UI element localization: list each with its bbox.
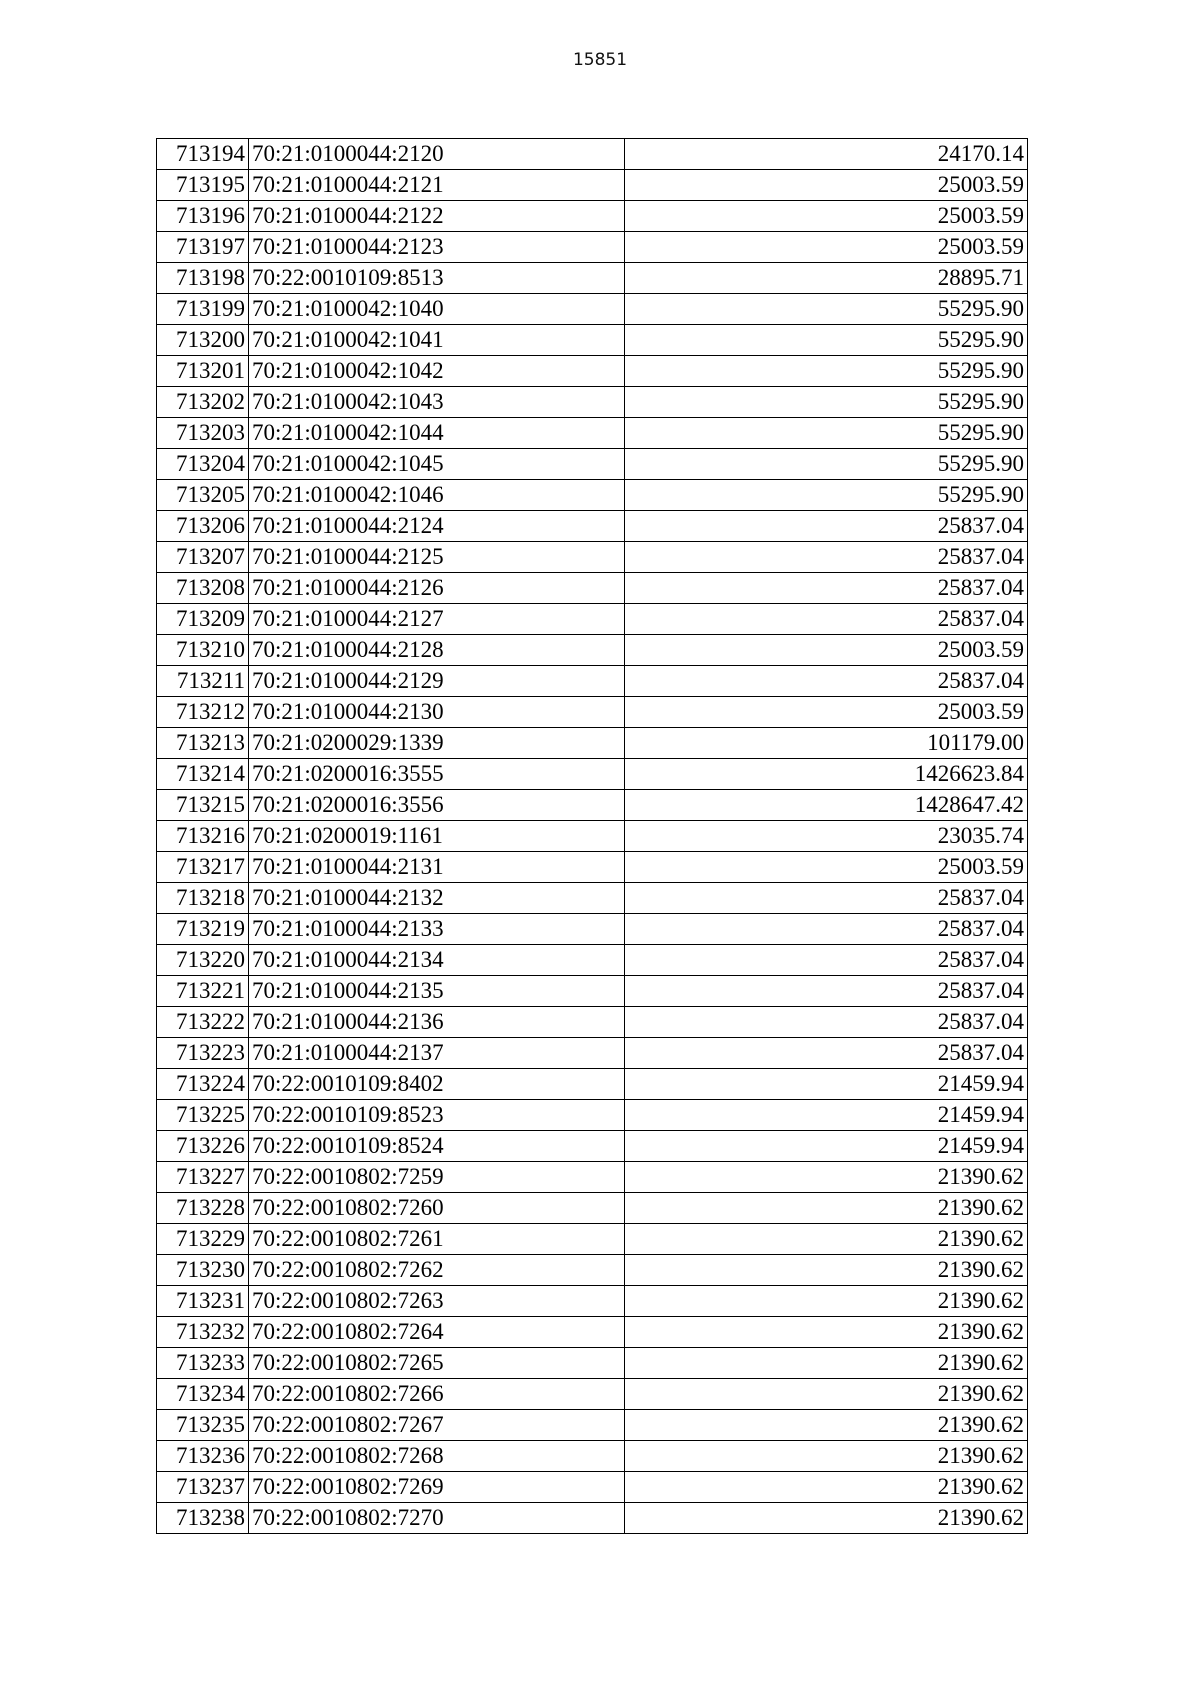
cadastral-number-cell: 70:21:0100044:2128 (249, 635, 625, 666)
cadastral-value-cell: 25003.59 (625, 170, 1028, 201)
cadastral-number-cell: 70:22:0010802:7270 (249, 1503, 625, 1534)
row-number-cell: 713230 (157, 1255, 249, 1286)
row-number-cell: 713200 (157, 325, 249, 356)
cadastral-value-cell: 25837.04 (625, 1038, 1028, 1069)
cadastral-number-cell: 70:21:0100042:1042 (249, 356, 625, 387)
table-row (157, 449, 1028, 480)
cadastral-number-cell: 70:21:0200019:1161 (249, 821, 625, 852)
row-number-cell: 713202 (157, 387, 249, 418)
cadastral-value-cell: 25003.59 (625, 201, 1028, 232)
table-row (157, 511, 1028, 542)
cadastral-value-cell: 25003.59 (625, 635, 1028, 666)
cadastral-number-cell: 70:22:0010802:7266 (249, 1379, 625, 1410)
table-row (157, 387, 1028, 418)
table-row (157, 1379, 1028, 1410)
table-row (157, 1162, 1028, 1193)
row-number-cell: 713219 (157, 914, 249, 945)
cadastral-value-cell: 25837.04 (625, 604, 1028, 635)
cadastral-number-cell: 70:21:0200029:1339 (249, 728, 625, 759)
table-row (157, 852, 1028, 883)
cadastral-number-cell: 70:22:0010802:7265 (249, 1348, 625, 1379)
row-number-cell: 713218 (157, 883, 249, 914)
table-row (157, 573, 1028, 604)
row-number-cell: 713221 (157, 976, 249, 1007)
cadastral-value-cell: 55295.90 (625, 387, 1028, 418)
cadastral-value-cell: 55295.90 (625, 418, 1028, 449)
cadastral-value-cell: 25837.04 (625, 883, 1028, 914)
cadastral-number-cell: 70:21:0100044:2120 (249, 139, 625, 170)
row-number-cell: 713216 (157, 821, 249, 852)
cadastral-value-cell: 25837.04 (625, 1007, 1028, 1038)
cadastral-value-table (156, 138, 1028, 1534)
cadastral-value-cell: 25003.59 (625, 697, 1028, 728)
cadastral-number-cell: 70:21:0200016:3556 (249, 790, 625, 821)
cadastral-value-cell: 25837.04 (625, 914, 1028, 945)
row-number-cell: 713237 (157, 1472, 249, 1503)
table-row (157, 325, 1028, 356)
cadastral-number-cell: 70:21:0100042:1041 (249, 325, 625, 356)
table-row (157, 1038, 1028, 1069)
row-number-cell: 713197 (157, 232, 249, 263)
cadastral-number-cell: 70:21:0100044:2122 (249, 201, 625, 232)
table-row (157, 976, 1028, 1007)
table-row (157, 914, 1028, 945)
row-number-cell: 713223 (157, 1038, 249, 1069)
table-row (157, 1503, 1028, 1534)
cadastral-value-cell: 21390.62 (625, 1348, 1028, 1379)
cadastral-number-cell: 70:21:0100044:2129 (249, 666, 625, 697)
cadastral-number-cell: 70:22:0010802:7262 (249, 1255, 625, 1286)
cadastral-value-cell: 55295.90 (625, 480, 1028, 511)
cadastral-number-cell: 70:22:0010802:7261 (249, 1224, 625, 1255)
row-number-cell: 713238 (157, 1503, 249, 1534)
table-row (157, 1348, 1028, 1379)
cadastral-value-cell: 25837.04 (625, 542, 1028, 573)
cadastral-number-cell: 70:21:0100044:2125 (249, 542, 625, 573)
row-number-cell: 713231 (157, 1286, 249, 1317)
cadastral-value-cell: 21459.94 (625, 1069, 1028, 1100)
cadastral-number-cell: 70:22:0010109:8402 (249, 1069, 625, 1100)
cadastral-number-cell: 70:21:0100042:1045 (249, 449, 625, 480)
cadastral-number-cell: 70:22:0010802:7267 (249, 1410, 625, 1441)
cadastral-value-cell: 21390.62 (625, 1472, 1028, 1503)
cadastral-number-cell: 70:21:0100042:1046 (249, 480, 625, 511)
row-number-cell: 713194 (157, 139, 249, 170)
cadastral-number-cell: 70:21:0100044:2137 (249, 1038, 625, 1069)
cadastral-value-cell: 55295.90 (625, 449, 1028, 480)
row-number-cell: 713232 (157, 1317, 249, 1348)
table-row (157, 1286, 1028, 1317)
table-row (157, 1131, 1028, 1162)
cadastral-value-cell: 23035.74 (625, 821, 1028, 852)
cadastral-value-cell: 21390.62 (625, 1503, 1028, 1534)
table-row (157, 666, 1028, 697)
cadastral-value-cell: 1428647.42 (625, 790, 1028, 821)
table-row (157, 790, 1028, 821)
table-row (157, 356, 1028, 387)
cadastral-number-cell: 70:21:0200016:3555 (249, 759, 625, 790)
cadastral-value-cell: 21459.94 (625, 1100, 1028, 1131)
table-body (157, 139, 1028, 1534)
row-number-cell: 713210 (157, 635, 249, 666)
row-number-cell: 713211 (157, 666, 249, 697)
row-number-cell: 713215 (157, 790, 249, 821)
row-number-cell: 713217 (157, 852, 249, 883)
cadastral-number-cell: 70:22:0010802:7260 (249, 1193, 625, 1224)
row-number-cell: 713222 (157, 1007, 249, 1038)
cadastral-value-cell: 21390.62 (625, 1441, 1028, 1472)
cadastral-number-cell: 70:22:0010109:8513 (249, 263, 625, 294)
row-number-cell: 713225 (157, 1100, 249, 1131)
table-row (157, 1007, 1028, 1038)
table-row (157, 1193, 1028, 1224)
cadastral-number-cell: 70:22:0010109:8524 (249, 1131, 625, 1162)
cadastral-number-cell: 70:21:0100044:2127 (249, 604, 625, 635)
row-number-cell: 713208 (157, 573, 249, 604)
cadastral-value-cell: 21390.62 (625, 1224, 1028, 1255)
row-number-cell: 713220 (157, 945, 249, 976)
row-number-cell: 713195 (157, 170, 249, 201)
cadastral-number-cell: 70:21:0100044:2135 (249, 976, 625, 1007)
cadastral-value-cell: 28895.71 (625, 263, 1028, 294)
cadastral-value-cell: 1426623.84 (625, 759, 1028, 790)
table-row (157, 542, 1028, 573)
row-number-cell: 713227 (157, 1162, 249, 1193)
cadastral-number-cell: 70:21:0100044:2126 (249, 573, 625, 604)
cadastral-number-cell: 70:21:0100044:2130 (249, 697, 625, 728)
cadastral-value-cell: 55295.90 (625, 294, 1028, 325)
table-row (157, 232, 1028, 263)
cadastral-number-cell: 70:21:0100044:2132 (249, 883, 625, 914)
cadastral-value-cell: 25837.04 (625, 666, 1028, 697)
cadastral-value-cell: 21390.62 (625, 1193, 1028, 1224)
cadastral-value-cell: 21390.62 (625, 1317, 1028, 1348)
cadastral-value-cell: 25837.04 (625, 976, 1028, 1007)
row-number-cell: 713205 (157, 480, 249, 511)
page-number: 15851 (572, 50, 628, 70)
cadastral-number-cell: 70:21:0100044:2133 (249, 914, 625, 945)
cadastral-number-cell: 70:22:0010802:7269 (249, 1472, 625, 1503)
cadastral-value-cell: 21390.62 (625, 1286, 1028, 1317)
cadastral-number-cell: 70:21:0100044:2123 (249, 232, 625, 263)
row-number-cell: 713201 (157, 356, 249, 387)
cadastral-value-cell: 25003.59 (625, 232, 1028, 263)
row-number-cell: 713234 (157, 1379, 249, 1410)
cadastral-number-cell: 70:21:0100042:1044 (249, 418, 625, 449)
cadastral-value-cell: 55295.90 (625, 356, 1028, 387)
table-row (157, 139, 1028, 170)
table-row (157, 294, 1028, 325)
table-row (157, 1100, 1028, 1131)
cadastral-value-cell: 25003.59 (625, 852, 1028, 883)
row-number-cell: 713203 (157, 418, 249, 449)
cadastral-value-cell: 25837.04 (625, 573, 1028, 604)
cadastral-number-cell: 70:21:0100044:2136 (249, 1007, 625, 1038)
cadastral-value-cell: 21390.62 (625, 1379, 1028, 1410)
table-row (157, 945, 1028, 976)
table-row (157, 1441, 1028, 1472)
cadastral-value-cell: 55295.90 (625, 325, 1028, 356)
cadastral-value-cell: 21390.62 (625, 1410, 1028, 1441)
cadastral-value-cell: 21390.62 (625, 1162, 1028, 1193)
row-number-cell: 713213 (157, 728, 249, 759)
cadastral-number-cell: 70:22:0010802:7259 (249, 1162, 625, 1193)
table-row (157, 201, 1028, 232)
cadastral-number-cell: 70:22:0010802:7264 (249, 1317, 625, 1348)
table-row (157, 635, 1028, 666)
table-row (157, 418, 1028, 449)
cadastral-number-cell: 70:22:0010802:7268 (249, 1441, 625, 1472)
row-number-cell: 713228 (157, 1193, 249, 1224)
cadastral-number-cell: 70:21:0100044:2121 (249, 170, 625, 201)
cadastral-value-cell: 21390.62 (625, 1255, 1028, 1286)
row-number-cell: 713204 (157, 449, 249, 480)
cadastral-number-cell: 70:21:0100044:2131 (249, 852, 625, 883)
row-number-cell: 713236 (157, 1441, 249, 1472)
row-number-cell: 713233 (157, 1348, 249, 1379)
cadastral-number-cell: 70:22:0010802:7263 (249, 1286, 625, 1317)
cadastral-number-cell: 70:21:0100044:2124 (249, 511, 625, 542)
row-number-cell: 713235 (157, 1410, 249, 1441)
row-number-cell: 713226 (157, 1131, 249, 1162)
table-row (157, 263, 1028, 294)
row-number-cell: 713199 (157, 294, 249, 325)
cadastral-value-cell: 21459.94 (625, 1131, 1028, 1162)
table-row (157, 1255, 1028, 1286)
table-row (157, 1472, 1028, 1503)
row-number-cell: 713229 (157, 1224, 249, 1255)
row-number-cell: 713206 (157, 511, 249, 542)
cadastral-number-cell: 70:21:0100042:1040 (249, 294, 625, 325)
cadastral-value-cell: 24170.14 (625, 139, 1028, 170)
table-row (157, 604, 1028, 635)
row-number-cell: 713224 (157, 1069, 249, 1100)
cadastral-number-cell: 70:22:0010109:8523 (249, 1100, 625, 1131)
table-row (157, 759, 1028, 790)
cadastral-value-cell: 101179.00 (625, 728, 1028, 759)
table-row (157, 170, 1028, 201)
cadastral-value-cell: 25837.04 (625, 945, 1028, 976)
cadastral-number-cell: 70:21:0100042:1043 (249, 387, 625, 418)
table-row (157, 1224, 1028, 1255)
table-row (157, 697, 1028, 728)
table-row (157, 821, 1028, 852)
row-number-cell: 713209 (157, 604, 249, 635)
table-row (157, 1069, 1028, 1100)
table-row (157, 883, 1028, 914)
table-row (157, 728, 1028, 759)
cadastral-number-cell: 70:21:0100044:2134 (249, 945, 625, 976)
table-row (157, 1410, 1028, 1441)
row-number-cell: 713212 (157, 697, 249, 728)
table-row (157, 1317, 1028, 1348)
row-number-cell: 713198 (157, 263, 249, 294)
row-number-cell: 713196 (157, 201, 249, 232)
row-number-cell: 713207 (157, 542, 249, 573)
cadastral-value-cell: 25837.04 (625, 511, 1028, 542)
row-number-cell: 713214 (157, 759, 249, 790)
table-row (157, 480, 1028, 511)
